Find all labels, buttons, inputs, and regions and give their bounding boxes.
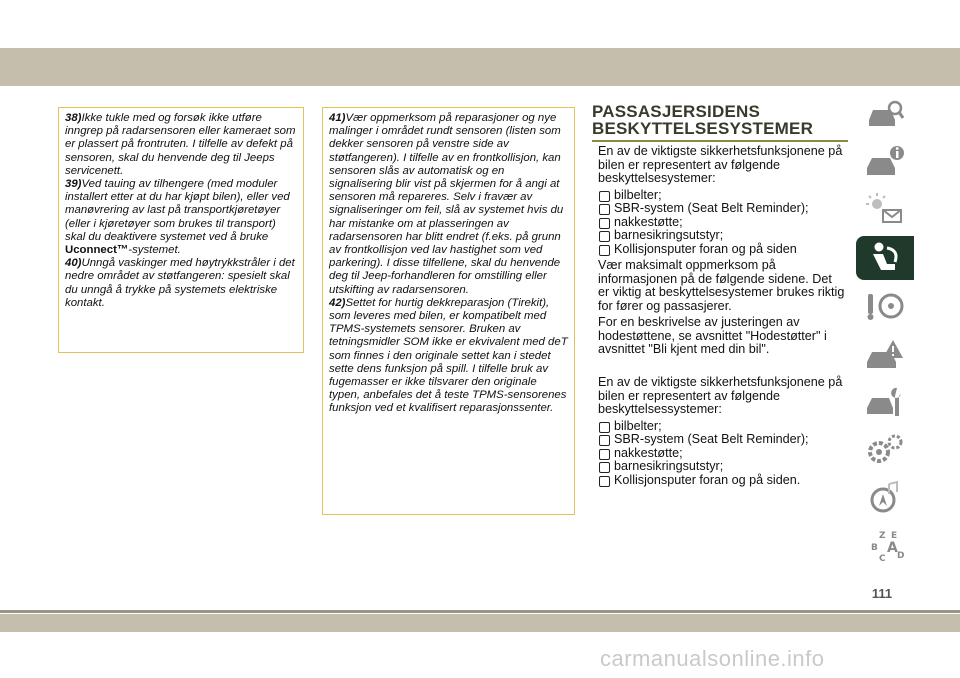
seat-airbag-icon xyxy=(865,240,905,276)
svg-text:Z: Z xyxy=(879,531,886,541)
notes-box-right xyxy=(322,107,575,515)
note-number: 41) xyxy=(329,112,346,124)
note-39 xyxy=(65,178,299,257)
steering-key-icon xyxy=(865,288,905,324)
note-number: 38) xyxy=(65,112,82,124)
list-item: bilbelter; xyxy=(598,420,846,434)
note-41 xyxy=(329,112,570,297)
note-38 xyxy=(65,112,299,178)
wrench-icon xyxy=(865,384,905,420)
headrest-paragraph: For en beskrivelse av justeringen av hodestøttene, se avsnittet "Hodestøtter" i avsnittet "Bli kjent med din bil". xyxy=(598,315,827,356)
footer-bar xyxy=(0,614,960,632)
section-title-line2: BESKYTTELSESYSTEMER xyxy=(592,119,814,138)
list-item: SBR-system (Seat Belt Reminder); xyxy=(598,433,846,447)
tab-lights-messages[interactable] xyxy=(856,188,914,232)
car-info-icon xyxy=(865,144,905,180)
svg-text:D: D xyxy=(897,551,905,561)
intro-paragraph-2: En av de viktigste sikkerhetsfunksjonene på bilen er representert av følgende beskyttelsessystemer: xyxy=(598,375,843,416)
chapter-tabs xyxy=(856,92,920,572)
protection-list-2 xyxy=(598,420,846,488)
list-item: Kollisjonsputer foran og på siden. xyxy=(598,474,846,488)
note-42 xyxy=(329,297,570,416)
note-bold-term: Uconnect™ xyxy=(65,244,129,257)
tab-multimedia[interactable] xyxy=(856,476,914,520)
tab-start-driving[interactable] xyxy=(856,284,914,328)
section-body-1 xyxy=(598,145,846,360)
note-text: Ved tauing av tilhengere (med moduler installert etter at du har kjøpt bilen), eller ved manøvrering av last på transportkjøretøyer (eller i kjøretøyer som brukes til transport) skal du deaktivere systemet ved å bruke xyxy=(65,178,290,243)
light-mail-icon xyxy=(865,192,905,228)
note-40 xyxy=(65,257,299,310)
section-title xyxy=(592,103,848,137)
section-title-line1: PASSASJERSIDENS xyxy=(592,102,761,121)
svg-text:E: E xyxy=(891,531,898,541)
list-item: barnesikringsutstyr; xyxy=(598,229,846,243)
section-body-2 xyxy=(598,376,846,490)
car-warning-icon xyxy=(865,336,905,372)
tab-car-search[interactable] xyxy=(856,92,914,136)
note-text-after: -systemet. xyxy=(128,244,181,257)
list-item: nakkestøtte; xyxy=(598,216,846,230)
note-text: Ikke tukle med og forsøk ikke utføre inngrep på radarsensoren eller kameraet som er plassert på frontruten. I tilfelle av defekt på sensoren, skal du henvende deg til Jeeps servicenett. xyxy=(65,112,296,177)
note-number: 40) xyxy=(65,257,82,270)
footer-line xyxy=(0,610,960,613)
svg-text:C: C xyxy=(879,554,886,564)
tab-safety[interactable] xyxy=(856,236,914,280)
svg-text:B: B xyxy=(871,543,878,553)
top-margin xyxy=(0,0,960,48)
media-nav-icon xyxy=(865,480,905,516)
list-item: Kollisjonsputer foran og på siden xyxy=(598,243,846,257)
tab-car-info[interactable] xyxy=(856,140,914,184)
svg-text:A: A xyxy=(887,540,898,556)
watermark-text: carmanualsonline.info xyxy=(600,646,825,671)
list-item: bilbelter; xyxy=(598,189,846,203)
list-item: barnesikringsutstyr; xyxy=(598,460,846,474)
title-underline xyxy=(592,140,848,142)
list-item: nakkestøtte; xyxy=(598,447,846,461)
note-number: 39) xyxy=(65,178,82,191)
tab-maintenance[interactable] xyxy=(856,380,914,424)
header-bar xyxy=(0,48,960,86)
alphabet-index-icon xyxy=(865,528,905,564)
attention-paragraph: Vær maksimalt oppmerksom på informasjonen på de følgende sidene. Det er viktig at beskyttelsesystemer brukes riktig for fører og passasjerer. xyxy=(598,258,845,313)
note-text: Settet for hurtig dekkreparasjon (Tirekit), som leveres med bilen, er kompatibelt med TPMS-systemets sensorer. Bruken av tetningsmidler SOM ikke er ekvivalent med deT som finnes i den originale settet kan i stedet sette dens funksjon på spill. I tilfelle bruk av fugemasser er ikke tilsvarer den originale typen, anbefales det å teste TPMS-sensorenes funksjon ved et kvalifisert reparasjonssenter. xyxy=(329,296,568,415)
tab-technical-data[interactable] xyxy=(856,428,914,472)
protection-list-1 xyxy=(598,189,846,257)
note-text: Vær oppmerksom på reparasjoner og nye malinger i området rundt sensoren (listen som dekker sensoren på venstre side av støtfangeren). I tilfelle av en frontkollisjon, kan sensoren slås av automatisk og en signalisering blir vist på skjermen for å angi at sensoren må repareres. Selv i fravær av signaliseringer om feil, slå av systemet hvis du har mistanke om at plasseringen av radarsensoren har blitt endret (f.eks. på grunn av frontkollisjon ved lav hastighet som ved parkering). I disse tilfellene, skal du henvende deg til Jeep-forhandleren for omstilling eller utskifting av radarsensoren. xyxy=(329,112,564,296)
gears-icon xyxy=(865,432,905,468)
tab-index[interactable] xyxy=(856,524,914,568)
page-number: 111 xyxy=(871,586,893,601)
tab-emergency[interactable] xyxy=(856,332,914,376)
notes-box-left xyxy=(58,107,304,353)
car-search-icon xyxy=(865,96,905,132)
intro-paragraph: En av de viktigste sikkerhetsfunksjonene på bilen er representert av følgende beskyttelsesystemer: xyxy=(598,144,843,185)
list-item: SBR-system (Seat Belt Reminder); xyxy=(598,202,846,216)
note-text: Unngå vaskinger med høytrykkstråler i det nedre området av støtfangeren: spesielt skal du unngå å trykke på systemets elektriske kontakt. xyxy=(65,257,295,309)
note-number: 42) xyxy=(329,296,346,309)
